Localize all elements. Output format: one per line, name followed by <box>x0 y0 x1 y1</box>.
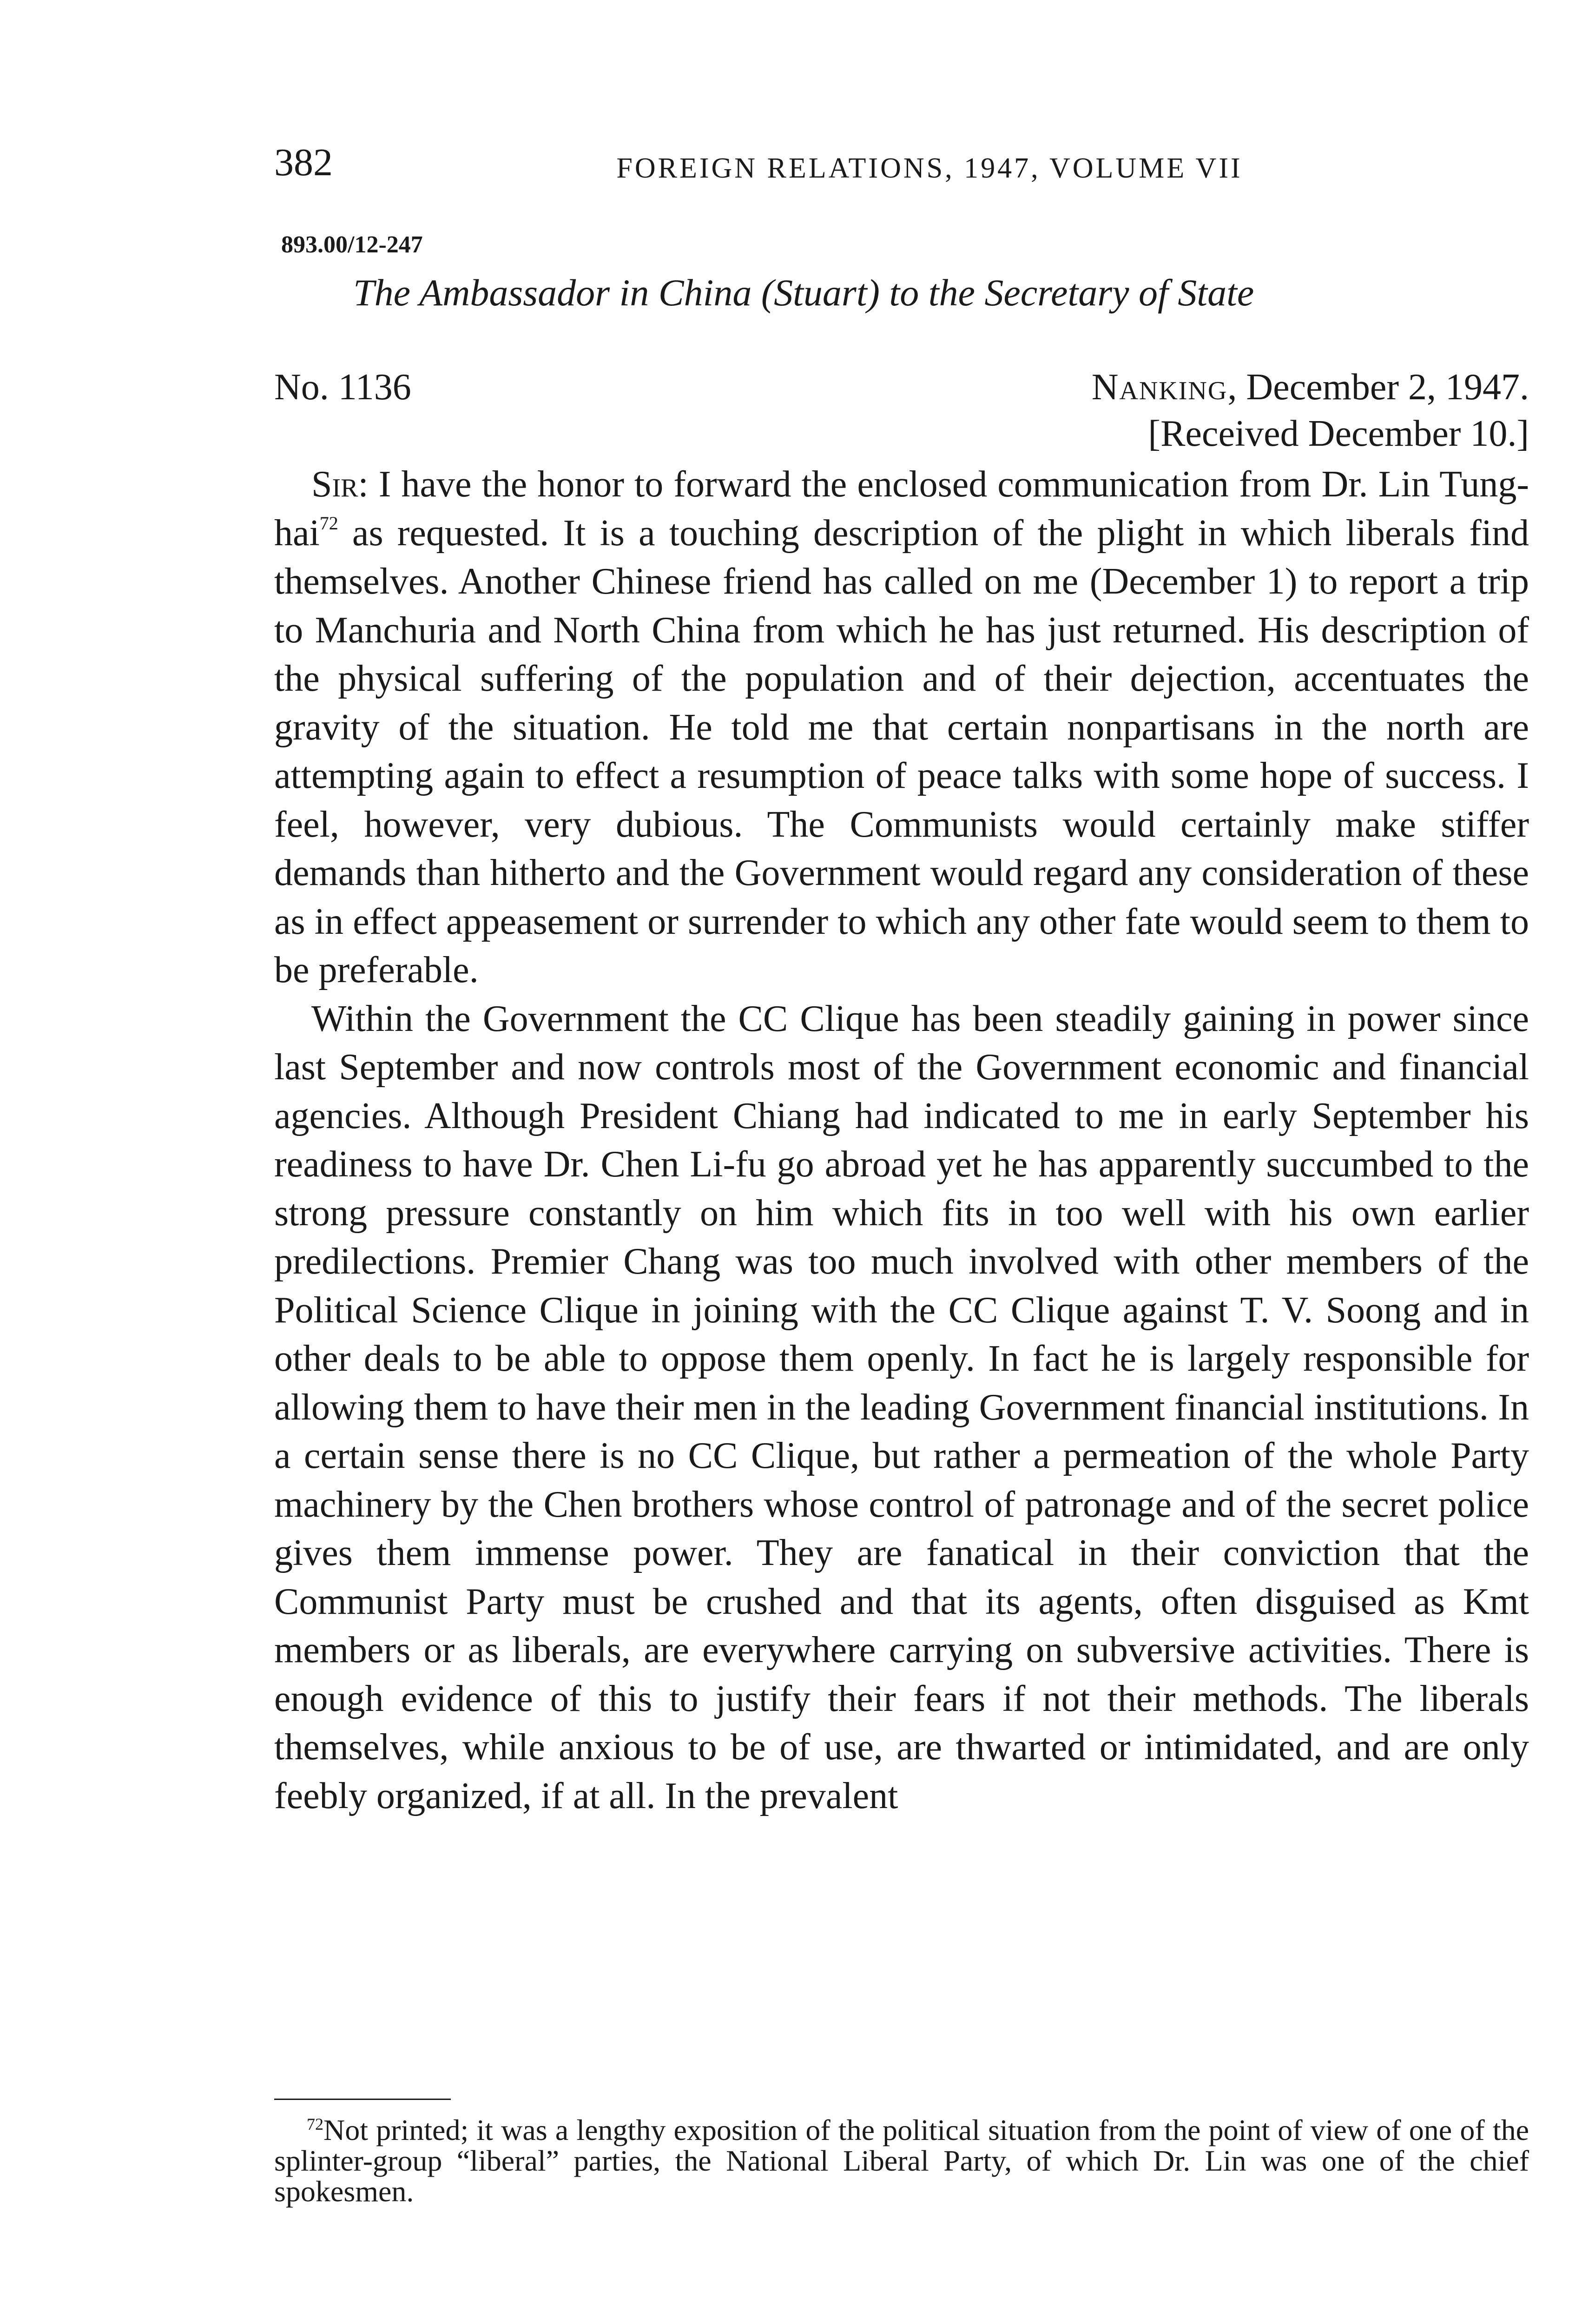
running-title: FOREIGN RELATIONS, 1947, VOLUME VII <box>616 152 1243 184</box>
paragraph-1-part-a: : I have the honor to forward the enclosed communication from Dr. Lin Tung-hai <box>274 464 1529 554</box>
salutation: Sir <box>311 464 358 505</box>
paragraph-2: Within the Government the CC Clique has been steadily gaining in power since last September and now controls most of the Government economic and financial agencies. Although President Chiang had indicated to me in early September his readiness to have Dr. Chen Li-fu go abroad yet he has apparently succumbed to the strong pressure constantly on him which fits in too well with his own earlier predilections. Premier Chang was too much involved with other members of the Political Science Clique in joining with the CC Clique against T. V. Soong and in other deals to be able to oppose them openly. In fact he is largely responsible for allowing them to have their men in the leading Government financial institutions. In a certain sense there is no CC Clique, but rather a permeation of the whole Party machinery by the Chen brothers whose control of patronage and of the secret police gives them immense power. They are fanatical in their conviction that the Communist Party must be crushed and that its agents, often disguised as Kmt members or as liberals, are everywhere carrying on subversive activities. There is enough evidence of this to justify their fears if not their methods. The liberals themselves, while anxious to be of use, are thwarted or intimidated, and are only feebly organized, if at all. In the prevalent <box>274 998 1529 1816</box>
paragraph-1 <box>274 460 1529 995</box>
footnote-text: Not printed; it was a lengthy exposition of the political situation from the point of view of one of the splinter-group “liberal” parties, the National Liberal Party, of which Dr. Lin was one of the chief spokesmen. <box>274 2113 1529 2208</box>
body-text <box>274 460 1529 1820</box>
footnote-divider <box>274 2099 451 2100</box>
footnote-marker: 72 <box>307 2115 323 2133</box>
paragraph-1-part-b: as requested. It is a touching description of the plight in which liberals find themselves. Another Chinese friend has called on me (December 1) to report a trip to Manchuria and North China from which he has just returned. His description of the physical suffering of the population and of their dejection, accentuates the gravity of the situation. He told me that certain nonpartisans in the north are attempting again to effect a resumption of peace talks with some hope of success. I feel, however, very dubious. The Communists would certainly make stiffer demands than hitherto and the Government would regard any consideration of these as in effect appeasement or surrender to which any other fate would seem to them to be preferable. <box>274 512 1529 990</box>
footnote <box>274 2115 1529 2207</box>
document-date: , December 2, 1947. <box>1227 367 1529 408</box>
file-number: 893.00/12-247 <box>281 231 423 258</box>
place-name: Nanking <box>1091 367 1228 408</box>
footnote-reference: 72 <box>319 512 338 534</box>
document-heading: The Ambassador in China (Stuart) to the Secretary of State <box>353 271 1254 314</box>
page-number: 382 <box>274 141 333 184</box>
document-number: No. 1136 <box>274 367 411 408</box>
received-date: [Received December 10.] <box>1148 413 1529 454</box>
running-head <box>274 139 1529 186</box>
document-meta-row <box>274 362 1529 413</box>
place-date <box>1092 362 1529 413</box>
